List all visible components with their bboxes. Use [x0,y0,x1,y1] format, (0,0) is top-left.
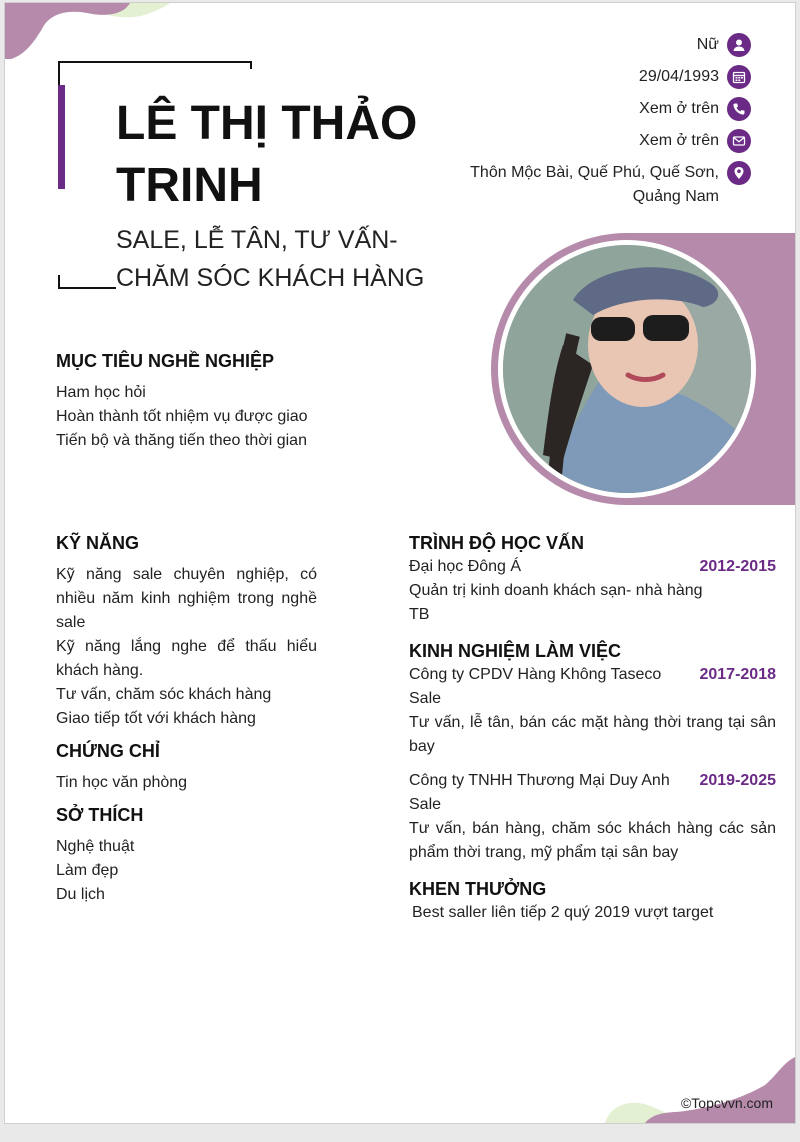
objective-title: MỤC TIÊU NGHỀ NGHIỆP [56,351,275,371]
right-column [409,531,776,925]
education-grade: TB [409,606,430,623]
certificate-item: Tin học văn phòng [56,774,188,791]
skills-section [56,531,317,731]
experience-description: Tư vấn, bán hàng, chăm sóc khách hàng các sản phẩm thời trang, mỹ phẩm tại sân bay [409,820,776,861]
experience-position: Sale [409,796,442,813]
skill-item: Tư vấn, chăm sóc khách hàng [56,686,272,703]
candidate-role: SALE, LỄ TÂN, TƯ VẤN-CHĂM SÓC KHÁCH HÀNG [116,226,425,292]
contact-address [421,161,751,209]
name-frame-tick [250,61,252,69]
person-icon [727,33,751,57]
education-major: Quản trị kinh doanh khách sạn- nhà hàng [409,582,703,599]
hobbies-title: SỞ THÍCH [56,805,144,825]
education-years: 2012-2015 [699,558,776,575]
awards-section [409,877,776,925]
contact-birthdate [421,65,751,89]
contact-email [421,129,751,153]
objective-item: Hoàn thành tốt nhiệm vụ được giao [56,408,308,425]
email-text: Xem ở trên [639,132,719,149]
experience-entry-header [409,663,776,687]
education-entry-header [409,555,776,579]
hobbies-section [56,803,317,907]
cv-page [4,2,796,1124]
candidate-name: LÊ THỊ THẢO TRINH [116,97,418,212]
education-section [409,531,776,627]
gender-text: Nữ [696,36,719,53]
experience-entry [409,663,776,759]
skill-item: Kỹ năng sale chuyên nghiệp, có nhiều năm kinh nghiệm trong nghề sale [56,566,317,631]
address-text: Thôn Mộc Bài, Quế Phú, Quế Sơn, Quảng Nam [470,164,719,205]
certificates-section [56,739,317,795]
hobby-item: Làm đẹp [56,862,119,879]
education-school: Đại học Đông Á [409,558,522,575]
birthdate-text: 29/04/1993 [638,68,719,85]
contact-info [421,33,751,217]
experience-description: Tư vấn, lễ tân, bán các mặt hàng thời trang tại sân bay [409,714,776,755]
award-item: Best saller liên tiếp 2 quý 2019 vượt target [412,904,714,921]
experience-years: 2019-2025 [699,772,776,789]
education-title: TRÌNH ĐỘ HỌC VẤN [409,533,584,553]
contact-gender [421,33,751,57]
certificates-title: CHỨNG CHỈ [56,741,160,761]
awards-title: KHEN THƯỞNG [409,879,547,899]
contact-phone [421,97,751,121]
name-accent-bar [58,85,65,189]
experience-title: KINH NGHIỆM LÀM VIỆC [409,641,622,661]
left-column [56,531,317,915]
objective-item: Ham học hỏi [56,384,146,401]
hobby-item: Du lịch [56,886,105,903]
envelope-icon [727,129,751,153]
location-pin-icon [727,161,751,185]
phone-icon [727,97,751,121]
skill-item: Giao tiếp tốt với khách hàng [56,710,256,727]
skills-title: KỸ NĂNG [56,533,140,553]
corner-decoration-bottom-right [605,1057,795,1123]
experience-position: Sale [409,690,442,707]
objective-item: Tiến bộ và thăng tiến theo thời gian [56,432,307,449]
objective-section [56,349,386,453]
experience-company: Công ty CPDV Hàng Không Taseco [409,666,662,683]
corner-decoration-top-left [5,3,175,63]
phone-text: Xem ở trên [639,100,719,117]
hobby-item: Nghệ thuật [56,838,135,855]
experience-entry-header [409,769,776,793]
name-frame-top [58,61,252,63]
experience-years: 2017-2018 [699,666,776,683]
skill-item: Kỹ năng lắng nghe để thấu hiểu khách hàng. [56,638,317,679]
calendar-icon [727,65,751,89]
experience-entry [409,769,776,865]
profile-photo [503,245,751,493]
name-frame-bottom [58,287,116,289]
experience-section [409,639,776,865]
copyright-text: ©Topcvvn.com [680,1095,773,1111]
experience-company: Công ty TNHH Thương Mại Duy Anh [409,772,670,789]
